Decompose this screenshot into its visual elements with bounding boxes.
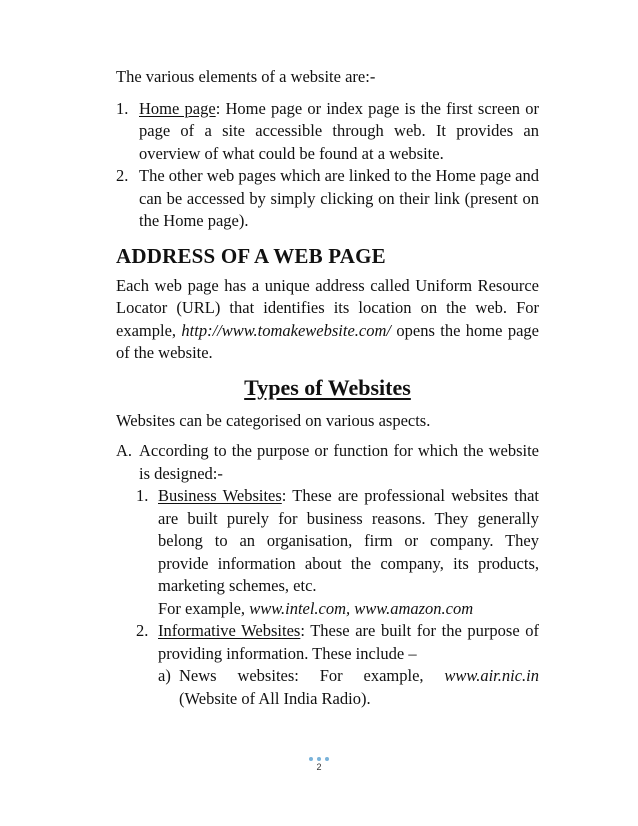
list-number: 2. <box>136 621 149 640</box>
sub-list-marker: a) <box>158 666 171 685</box>
list-item <box>136 485 539 620</box>
example-sites: www.intel.com, www.amazon.com <box>249 598 474 618</box>
category-marker: A. <box>116 441 133 460</box>
example-site: www.air.nic.in <box>444 666 540 685</box>
sub-list-text: News websites: For example, <box>179 666 424 685</box>
types-intro: Websites can be categorised on various aspects. <box>116 410 431 430</box>
category-a <box>116 440 539 485</box>
category-text: According to the purpose or function for which the website is designed:- <box>139 441 539 483</box>
example-url: http://www.tomakewebsite.com/ <box>181 320 391 340</box>
document-page <box>116 66 539 710</box>
list-item-text: : Home page or index page is the first screen or page of a site accessible through web. It provides an overview of what could be found at a website. <box>139 98 539 163</box>
list-number: 1. <box>116 98 129 118</box>
page-number: 2 <box>316 762 322 772</box>
example-label: For example, <box>158 598 246 618</box>
footer-dots <box>0 757 638 761</box>
list-number: 1. <box>136 486 149 505</box>
list-item <box>136 620 539 710</box>
section-heading-types: Types of Websites <box>244 374 411 400</box>
list-item-text: The other web pages which are linked to the Home page and can be accessed by simply clicking on their link (present on the Home page). <box>139 166 539 230</box>
term-business-websites: Business Websites <box>158 486 282 505</box>
footer-dot <box>317 757 321 761</box>
section-heading-address: ADDRESS OF A WEB PAGE <box>116 243 386 268</box>
footer-dot <box>309 757 313 761</box>
intro-text: The various elements of a website are:- <box>116 67 376 86</box>
list-number: 2. <box>116 166 129 185</box>
list-item <box>116 98 539 166</box>
term-home-page: Home page <box>139 98 216 118</box>
footer-dot <box>325 757 329 761</box>
address-paragraph <box>116 275 539 365</box>
page-footer <box>0 757 638 773</box>
sub-list-item <box>158 665 539 710</box>
sub-list-note: (Website of All India Radio). <box>179 688 371 708</box>
category-a-items <box>116 485 539 710</box>
elements-list <box>116 98 539 233</box>
list-item <box>116 165 539 233</box>
term-informative-websites: Informative Websites <box>158 621 301 640</box>
address-text: Each web page has a unique address called Uniform Resource Locator (URL) that identifies its location on the web. For example, <box>116 275 539 340</box>
list-item-text: : These are built for the purpose of providing information. These include – <box>158 621 539 663</box>
list-item-text: : These are professional websites that are built purely for business reasons. They generally belong to an organisation, firm or company. They provide information about the company, its products, marketing schemes, etc. <box>158 486 539 595</box>
address-text-end: opens the home page of the website. <box>116 320 540 362</box>
